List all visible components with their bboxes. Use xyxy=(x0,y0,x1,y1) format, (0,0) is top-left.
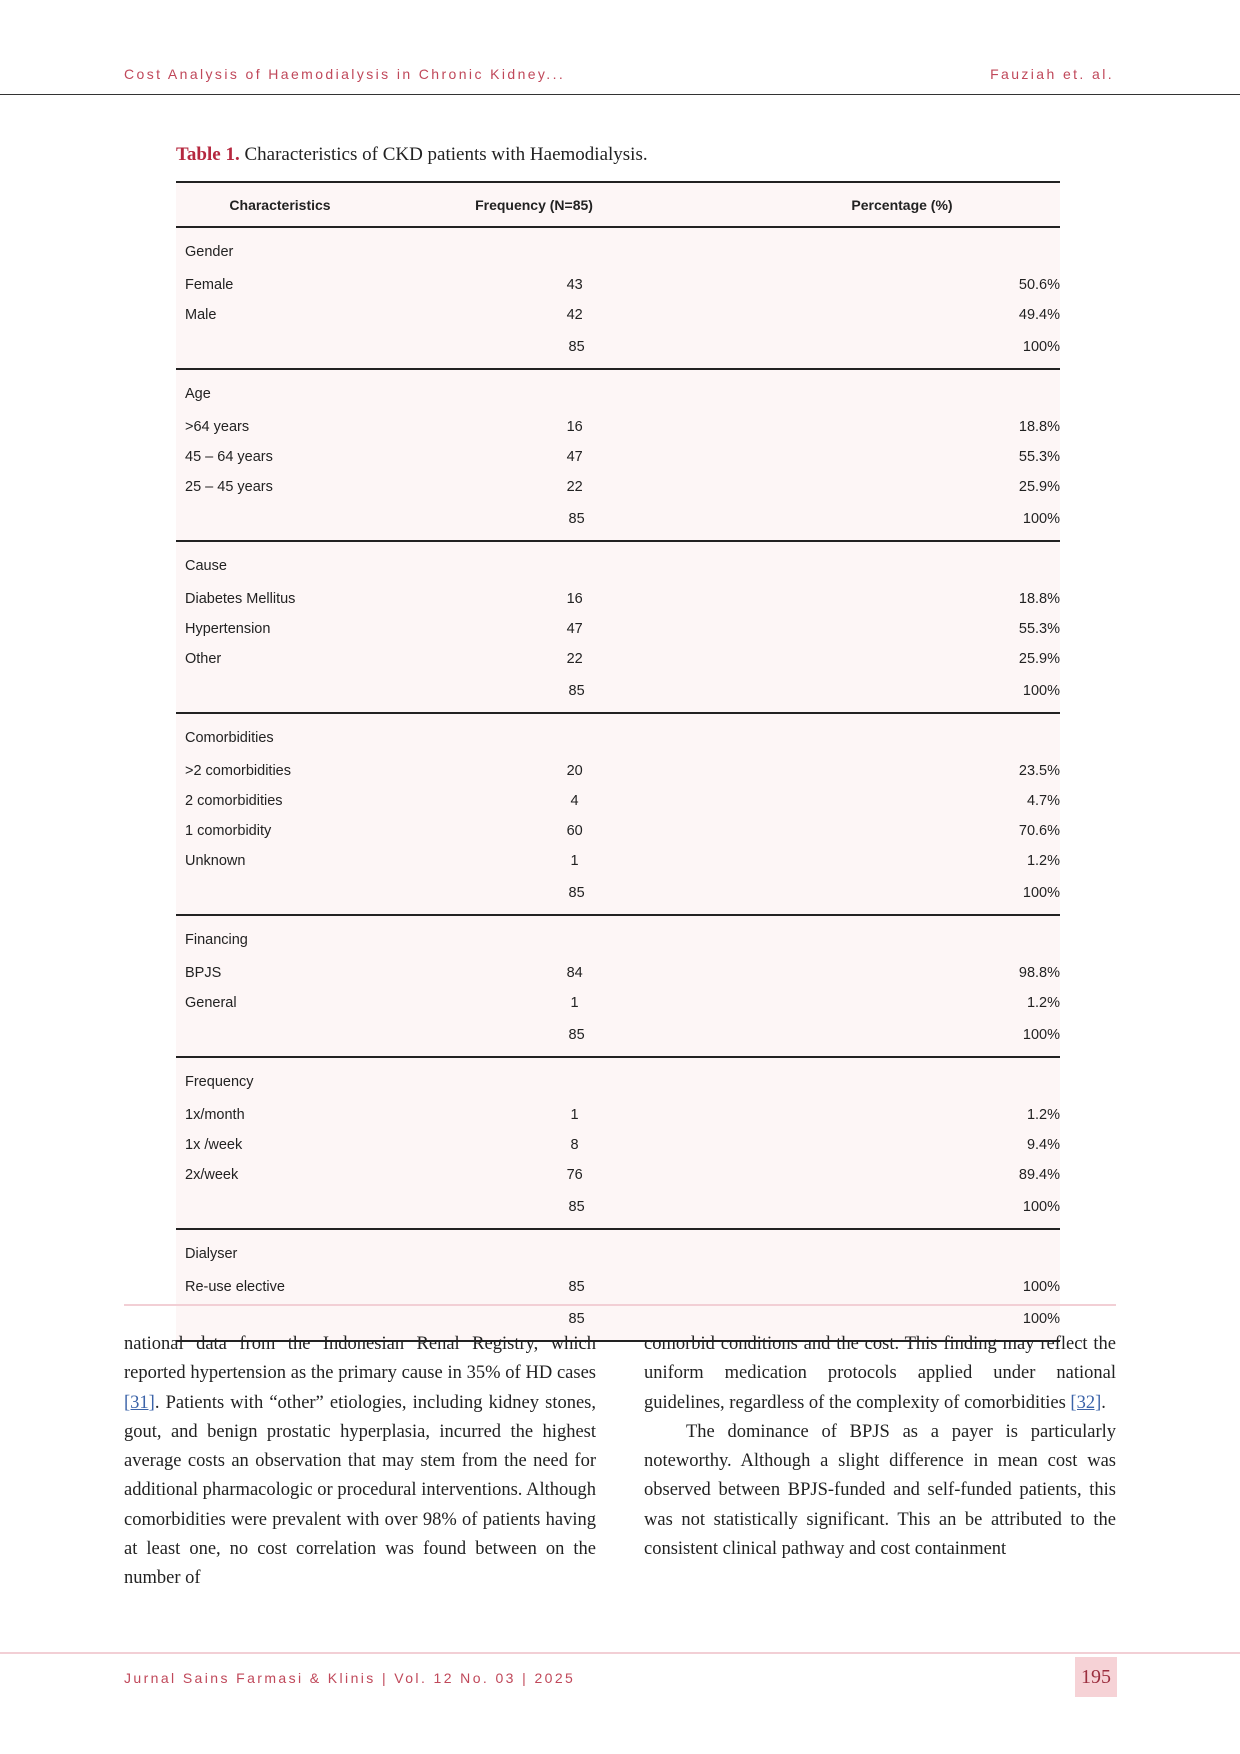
row-frequency: 47 xyxy=(566,621,583,637)
row-percentage: 25.9% xyxy=(1018,479,1060,495)
total-frequency: 85 xyxy=(568,511,585,527)
row-percentage: 1.2% xyxy=(1026,1107,1060,1123)
group-title: Gender xyxy=(185,244,234,260)
row-percentage: 25.9% xyxy=(1018,651,1060,667)
row-label: Other xyxy=(185,651,222,667)
row-percentage: 55.3% xyxy=(1018,621,1060,637)
group-title: Cause xyxy=(185,558,227,574)
total-percentage: 100% xyxy=(1022,339,1060,355)
row-label: BPJS xyxy=(185,965,222,981)
group-title-row xyxy=(176,238,1060,266)
header-rule xyxy=(0,94,1240,95)
table-body xyxy=(176,228,1060,1340)
row-label: 1x/month xyxy=(185,1107,245,1123)
row-percentage: 18.8% xyxy=(1018,591,1060,607)
total-frequency: 85 xyxy=(568,683,585,699)
total-frequency: 85 xyxy=(568,339,585,355)
paragraph xyxy=(644,1330,1116,1418)
paragraph: The dominance of BPJS as a payer is particularly noteworthy. Although a slight difference in mean cost was observed between BPJS-funded and self-funded patients, this was not statistically significant. This an be attributed to the consistent clinical pathway and cost containment xyxy=(644,1421,1116,1560)
row-frequency: 22 xyxy=(566,479,583,495)
table-group xyxy=(176,714,1060,916)
row-percentage: 1.2% xyxy=(1026,995,1060,1011)
body-column-right xyxy=(644,1330,1116,1564)
row-label: 1 comorbidity xyxy=(185,823,272,839)
row-label: 25 – 45 years xyxy=(185,479,273,495)
table-row xyxy=(176,816,1060,846)
row-percentage: 55.3% xyxy=(1018,449,1060,465)
text-run: . Patients with “other” etiologies, including kidney stones, gout, and benign prostatic hyperplasia, incurred the highest average costs an observation that may stem from the need for additional pharmacologic or procedural interventions. Although comorbidities were prevalent with over 98% of patients having at least one, no cost correlation was found between on the number of xyxy=(124,1392,596,1589)
total-percentage: 100% xyxy=(1022,511,1060,527)
row-percentage: 98.8% xyxy=(1018,965,1060,981)
running-authors: Fauziah et. al. xyxy=(990,66,1114,82)
row-label: Male xyxy=(185,307,217,323)
row-frequency: 8 xyxy=(570,1137,579,1153)
table-caption xyxy=(176,144,648,166)
row-percentage: 18.8% xyxy=(1018,419,1060,435)
table-row xyxy=(176,1160,1060,1190)
table-row xyxy=(176,614,1060,644)
group-total-row xyxy=(176,504,1060,534)
group-title-row xyxy=(176,724,1060,752)
group-total-row xyxy=(176,676,1060,706)
row-percentage: 100% xyxy=(1022,1279,1060,1295)
group-title-row xyxy=(176,552,1060,580)
row-percentage: 50.6% xyxy=(1018,277,1060,293)
row-label: Re-use elective xyxy=(185,1279,285,1295)
row-frequency: 85 xyxy=(568,1279,585,1295)
row-label: >2 comorbidities xyxy=(185,763,291,779)
table-row xyxy=(176,1130,1060,1160)
group-total-row xyxy=(176,1192,1060,1222)
journal-footer: Jurnal Sains Farmasi & Klinis | Vol. 12 No. 03 | 2025 xyxy=(124,1670,576,1686)
col-header-frequency: Frequency (N=85) xyxy=(475,196,593,213)
table-row xyxy=(176,412,1060,442)
group-total-row xyxy=(176,1020,1060,1050)
row-label: 2 comorbidities xyxy=(185,793,283,809)
row-label: General xyxy=(185,995,237,1011)
running-title: Cost Analysis of Haemodialysis in Chronic Kidney... xyxy=(124,66,566,82)
table-row xyxy=(176,1100,1060,1130)
row-label: Female xyxy=(185,277,234,293)
table-group xyxy=(176,1230,1060,1340)
table-group xyxy=(176,1058,1060,1230)
row-percentage: 89.4% xyxy=(1018,1167,1060,1183)
total-frequency: 85 xyxy=(568,885,585,901)
citation-link[interactable]: [32] xyxy=(1070,1392,1102,1413)
row-label: 45 – 64 years xyxy=(185,449,273,465)
row-frequency: 60 xyxy=(566,823,583,839)
table-row xyxy=(176,756,1060,786)
table-label: Table 1. xyxy=(176,144,240,165)
row-frequency: 16 xyxy=(566,591,583,607)
total-percentage: 100% xyxy=(1022,1199,1060,1215)
table-group xyxy=(176,916,1060,1058)
table-row xyxy=(176,584,1060,614)
text-run: national data from the Indonesian Renal Registry, which reported hypertension as the primary cause in 35% of HD cases xyxy=(124,1334,596,1384)
table-caption-text: Characteristics of CKD patients with Haemodialysis. xyxy=(244,144,648,165)
group-title: Comorbidities xyxy=(185,730,274,746)
table-row xyxy=(176,846,1060,876)
total-percentage: 100% xyxy=(1022,683,1060,699)
row-frequency: 1 xyxy=(570,1107,579,1123)
row-frequency: 16 xyxy=(566,419,583,435)
page-number: 195 xyxy=(1075,1657,1117,1697)
table-row xyxy=(176,442,1060,472)
group-total-row xyxy=(176,878,1060,908)
row-frequency: 84 xyxy=(566,965,583,981)
table-row xyxy=(176,988,1060,1018)
table-row xyxy=(176,270,1060,300)
table-row xyxy=(176,786,1060,816)
row-frequency: 47 xyxy=(566,449,583,465)
total-percentage: 100% xyxy=(1022,1027,1060,1043)
row-frequency: 43 xyxy=(566,277,583,293)
total-frequency: 85 xyxy=(568,1027,585,1043)
table-row xyxy=(176,472,1060,502)
group-title: Dialyser xyxy=(185,1246,238,1262)
row-percentage: 1.2% xyxy=(1026,853,1060,869)
table-row xyxy=(176,1272,1060,1302)
table-group xyxy=(176,228,1060,370)
paragraph xyxy=(124,1330,596,1594)
total-percentage: 100% xyxy=(1022,885,1060,901)
text-run: comorbid conditions and the cost. This finding may reflect the uniform medication protocols applied under national guidelines, regardless of the complexity of comorbidities xyxy=(644,1334,1116,1413)
row-percentage: 9.4% xyxy=(1026,1137,1060,1153)
table-group xyxy=(176,370,1060,542)
row-frequency: 76 xyxy=(566,1167,583,1183)
row-percentage: 4.7% xyxy=(1026,793,1060,809)
table-row xyxy=(176,300,1060,330)
table-row xyxy=(176,958,1060,988)
row-label: >64 years xyxy=(185,419,250,435)
row-percentage: 49.4% xyxy=(1018,307,1060,323)
total-frequency: 85 xyxy=(568,1311,585,1327)
group-title-row xyxy=(176,1240,1060,1268)
text-run: . xyxy=(1101,1392,1106,1413)
citation-link[interactable]: [31] xyxy=(124,1392,155,1413)
section-divider xyxy=(124,1304,1116,1306)
row-percentage: 23.5% xyxy=(1018,763,1060,779)
table-header-row xyxy=(176,183,1060,228)
row-frequency: 20 xyxy=(566,763,583,779)
group-title-row xyxy=(176,380,1060,408)
characteristics-table xyxy=(176,181,1060,1342)
total-frequency: 85 xyxy=(568,1199,585,1215)
row-percentage: 70.6% xyxy=(1018,823,1060,839)
body-column-left xyxy=(124,1330,596,1594)
group-total-row xyxy=(176,332,1060,362)
group-title: Financing xyxy=(185,932,248,948)
group-title-row xyxy=(176,1068,1060,1096)
col-header-percentage: Percentage (%) xyxy=(851,196,953,213)
row-frequency: 4 xyxy=(570,793,579,809)
table-group xyxy=(176,542,1060,714)
row-label: Unknown xyxy=(185,853,246,869)
running-header xyxy=(124,66,1114,82)
row-frequency: 22 xyxy=(566,651,583,667)
group-title: Age xyxy=(185,386,211,402)
group-title-row xyxy=(176,926,1060,954)
row-label: 2x/week xyxy=(185,1167,239,1183)
row-label: Diabetes Mellitus xyxy=(185,591,296,607)
col-header-characteristics: Characteristics xyxy=(229,196,331,213)
total-percentage: 100% xyxy=(1022,1311,1060,1327)
row-frequency: 1 xyxy=(570,995,579,1011)
table-row xyxy=(176,644,1060,674)
row-label: Hypertension xyxy=(185,621,271,637)
row-frequency: 42 xyxy=(566,307,583,323)
footer-rule xyxy=(0,1652,1240,1654)
row-frequency: 1 xyxy=(570,853,579,869)
row-label: 1x /week xyxy=(185,1137,243,1153)
group-title: Frequency xyxy=(185,1074,254,1090)
